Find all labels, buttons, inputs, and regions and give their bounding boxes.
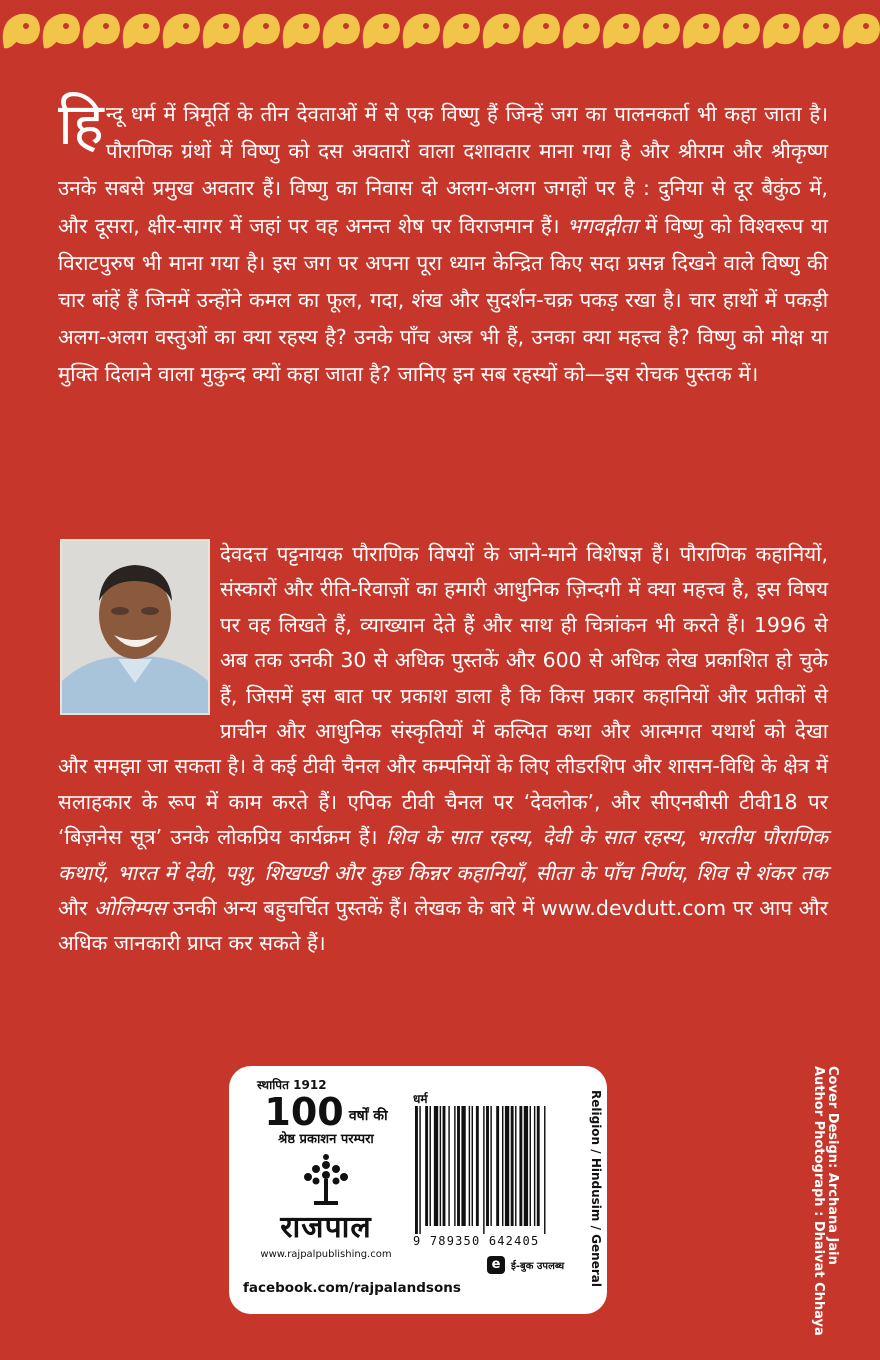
description-text-2: में विष्णु को विश्वरूप या विराटपुरुष भी माना गया है। इस जग पर अपना पूरा ध्यान केन्द्रित किए सदा प्रसन्न दिखने वाले विष्णु की चार बांहें हैं जिनमें उन्होंने कमल का फूल, गदा, शंख और सुदर्शन-चक्र पकड़ रखा है। चार हाथों में पकड़ी अलग-अलग वस्तुओं का क्या रहस्य है? उनके पाँच अस्त्र भी हैं, उनका क्या महत्त्व है? विष्णु को मोक्ष या मुक्ति दिलाने वाला मुकुन्द क्यों कहा जाता है? जानिए इन सब रहस्यों को—इस रोचक पुस्तक में। [58,213,828,387]
bio-olympus-italic: ओलिम्पस [94,896,167,921]
author-photo [60,539,210,715]
category-label: धर्म [413,1092,428,1106]
book-description [58,90,828,394]
bio-text-3: पर आप और अधिक जानकारी प्राप्त कर सकते हैं। [58,896,828,956]
isbn-number: 9 789350 642405 [413,1234,540,1248]
established-label: स्थापित 1912 [257,1078,327,1092]
author-photo-credit: Author Photograph : Dhaivat Chhaya [811,1066,826,1336]
brand-name: राजपाल [280,1210,372,1245]
bisac-category [589,1090,605,1287]
bio-text-1: देवदत्त पट्टनायक पौराणिक विषयों के जाने-माने विशेषज्ञ हैं। पौराणिक कहानियों, संस्कारों और रीति-रिवाज़ों का हमारी आधुनिक ज़िन्दगी में क्या महत्त्व है, इस विषय पर वह लिखते हैं, व्याख्यान देते हैं और साथ ही चित्रांकन भी करते हैं। 1996 से अब तक उनकी 30 से अधिक पुस्तकें और 600 से अधिक लेख प्रकाशित हो चुके हैं, जिसमें इस बात पर प्रकाश डाला है कि किस प्रकार कहानियों और प्रतीकों से प्राचीन और आधुनिक संस्कृतियों में कल्पित कथा और आत्मगत यथार्थ को देखा और समझा जा सकता है। वे कई टीवी चैनल और कम्पनियों के लिए लीडरशिप और शासन-विधि के क्षेत्र में सलाहकार के रूप में काम करते हैं। एपिक टीवी चैनल पर ‘देवलोक’, और सीएनबीसी टीवी18 पर ‘बिज़नेस सूत्र’ उनके लोकप्रिय कार्यक्रम हैं। [58,542,828,850]
author-website-link[interactable]: www.devdutt.com [541,896,727,921]
ebook-badge [487,1256,564,1274]
publisher-info-card [229,1066,607,1314]
author-bio [58,537,828,962]
years-label: वर्षों की [348,1108,388,1124]
cover-credits [811,1066,852,1336]
publisher-logo [243,1076,409,1260]
tradition-label: श्रेष्ठ प्रकाशन परम्परा [278,1132,374,1147]
publisher-website[interactable]: www.rajpalpublishing.com [260,1249,392,1260]
description-text-1: न्दू धर्म में त्रिमूर्ति के तीन देवताओं में से एक विष्णु हैं जिन्हें जग का पालनकर्ता भी कहा जाता है। पौराणिक ग्रंथों में विष्णु को दस अवतारों वाला दशावतार माना गया है और श्रीराम और श्रीकृष्ण उनके सबसे प्रमुख अवतार हैं। विष्णु का निवास दो अलग-अलग जगहों पर है : दुनिया से दूर बैकुंठ में, और दूसरा, क्षीर-सागर में जहां पर वह अनन्त शेष पर विराजमान हैं। [58,102,828,238]
isbn-barcode [413,1106,583,1234]
bio-books-italic: शिव के सात रहस्य, देवी के सात रहस्य, भारतीय पौराणिक कथाएँ, भारत में देवी, पशु, शिखण्डी और कुछ किन्नर कहानियाँ, सीता के पाँच निर्णय, शिव से शंकर तक [58,825,828,885]
cover-design-credit: Cover Design: Archana Jain [825,1066,840,1265]
hundred-label: 100 [264,1090,344,1134]
bio-and: और [58,896,88,921]
decorative-border [0,0,880,62]
bio-text-2: उनकी अन्य बहुचर्चित पुस्तकें हैं। लेखक के बारे में [172,896,535,921]
bisac-label: Religion / Hindusim / General [589,1090,603,1287]
facebook-link[interactable]: facebook.com/rajpalandsons [243,1280,461,1296]
tree-icon [300,1153,352,1209]
description-italic: भगवद्गीता [566,213,638,238]
ebook-icon: e [487,1256,505,1274]
ebook-label: ई-बुक उपलब्ध [511,1261,565,1272]
dropcap: हि [58,90,104,158]
